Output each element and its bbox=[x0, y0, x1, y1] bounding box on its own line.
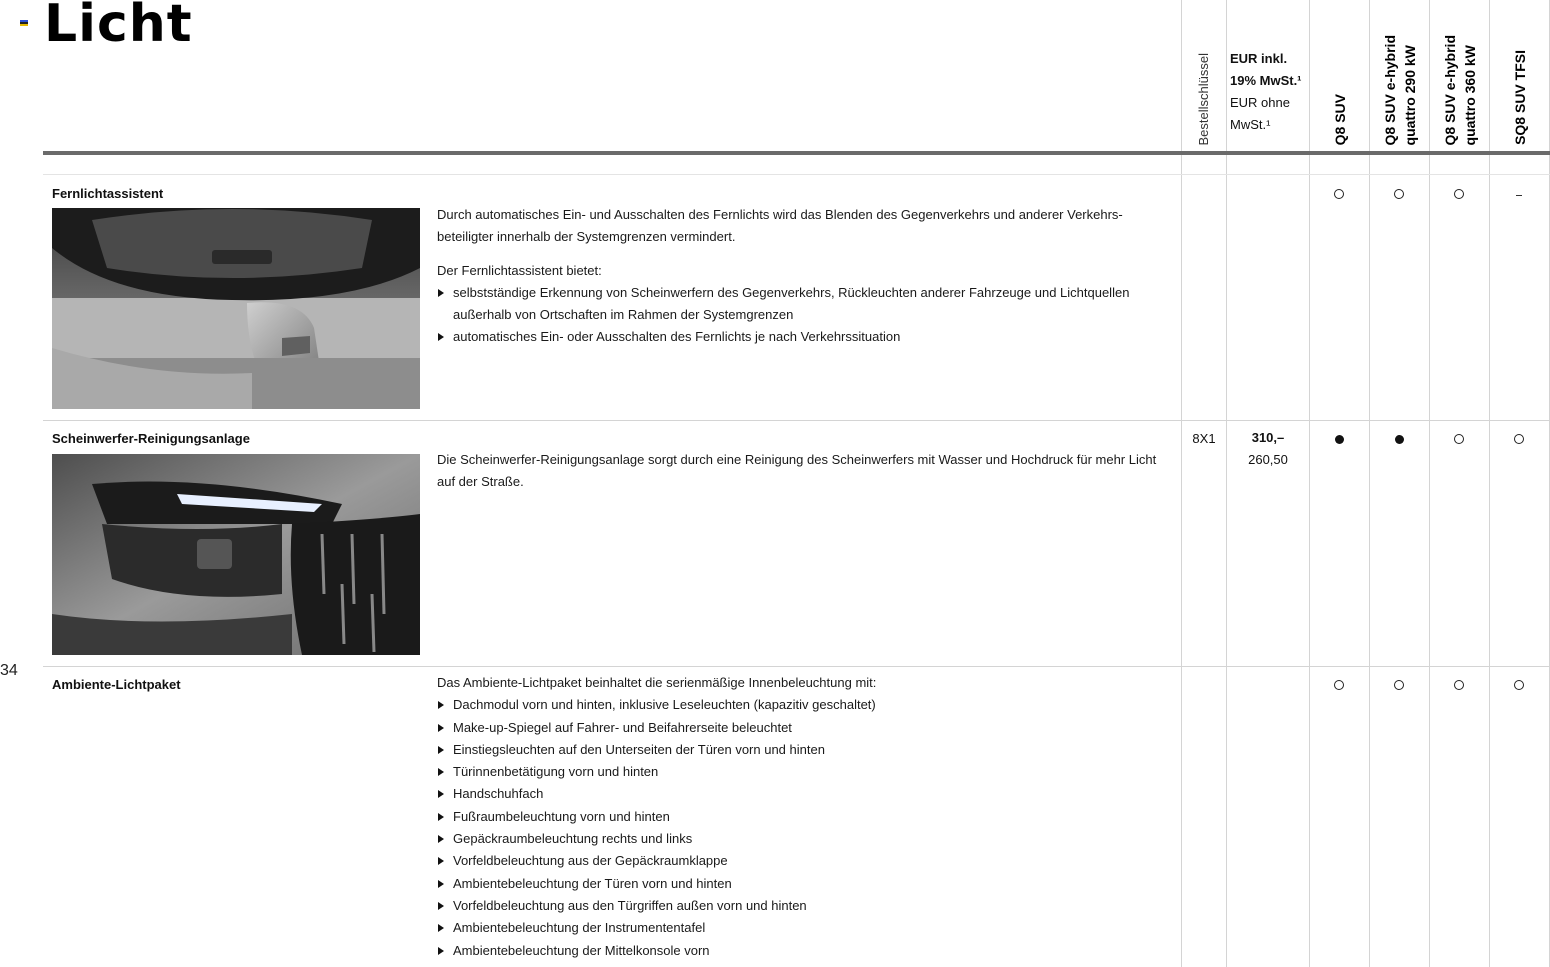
headlight-photo bbox=[52, 454, 420, 655]
column-divider bbox=[1429, 0, 1430, 967]
price-gross-label: EUR inkl. bbox=[1230, 51, 1288, 66]
column-header-model: Q8 SUV e-hybrid quattro 290 kW bbox=[1382, 34, 1418, 145]
row-separator bbox=[43, 420, 1550, 421]
list-item: Fußraumbeleuchtung vorn und hinten bbox=[437, 806, 1167, 828]
item-title: Ambiente-Lichtpaket bbox=[52, 677, 181, 692]
price-net-label: EUR ohne bbox=[1230, 95, 1290, 110]
availability-open-icon bbox=[1429, 678, 1489, 692]
availability-open-icon bbox=[1369, 187, 1429, 201]
list-item: automatisches Ein- oder Ausschalten des Fernlichts je nach Verkehrssituation bbox=[437, 326, 1167, 348]
availability-filled-icon bbox=[1309, 432, 1369, 446]
availability-open-icon bbox=[1309, 678, 1369, 692]
list-item: Handschuhfach bbox=[437, 783, 1167, 805]
item-title: Scheinwerfer-Reinigungsanlage bbox=[52, 431, 250, 446]
availability-open-icon bbox=[1309, 187, 1369, 201]
page-number: 34 bbox=[0, 662, 18, 679]
page-title: Licht bbox=[44, 0, 193, 54]
column-header-order-code: Bestellschlüssel bbox=[1196, 52, 1211, 145]
order-code: 8X1 bbox=[1192, 431, 1216, 446]
list-item: Ambientebeleuchtung der Mittelkonsole vorn bbox=[437, 940, 1167, 962]
item-description bbox=[437, 449, 1167, 505]
list-item: Ambientebeleuchtung der Instrumententafel bbox=[437, 917, 1167, 939]
list-item: Vorfeldbeleuchtung aus den Türgriffen außen vorn und hinten bbox=[437, 895, 1167, 917]
list-item: Türinnenbetätigung vorn und hinten bbox=[437, 761, 1167, 783]
list-item: Vorfeldbeleuchtung aus der Gepäckraumklappe bbox=[437, 850, 1167, 872]
header-rule bbox=[43, 151, 1550, 155]
availability-open-icon bbox=[1429, 432, 1489, 446]
feature-list bbox=[437, 282, 1167, 349]
price-gross: 310,– bbox=[1251, 430, 1285, 445]
feature-list bbox=[437, 694, 1167, 962]
availability-open-icon bbox=[1369, 678, 1429, 692]
column-header-model: Q8 SUV bbox=[1332, 93, 1348, 145]
rearview-mirror-camera-photo bbox=[52, 208, 420, 409]
column-divider bbox=[1226, 0, 1227, 967]
list-item: Einstiegsleuchten auf den Unterseiten der Türen vorn und hinten bbox=[437, 739, 1167, 761]
price-cell bbox=[1227, 427, 1309, 471]
price-net: 260,50 bbox=[1248, 452, 1288, 467]
availability-open-icon bbox=[1429, 187, 1489, 201]
availability-filled-icon bbox=[1369, 432, 1429, 446]
flag-icon bbox=[20, 20, 28, 26]
item-paragraph: Das Ambiente-Lichtpaket beinhaltet die serienmäßige Innenbeleuchtung mit: bbox=[437, 675, 877, 690]
column-header-model: Q8 SUV e-hybrid quattro 360 kW bbox=[1442, 34, 1478, 145]
column-divider bbox=[1369, 0, 1370, 967]
column-divider bbox=[1181, 0, 1182, 967]
row-separator bbox=[43, 666, 1550, 667]
list-item: selbstständige Erkennung von Scheinwerfern des Gegenverkehrs, Rückleuchten anderer Fahrzeuge und Lichtquellen außerhalb von Ortschaften im Rahmen der Systemgrenzen bbox=[437, 282, 1167, 327]
header-rule-thin bbox=[43, 174, 1550, 175]
item-paragraph: Die Scheinwerfer-Reinigungsanlage sorgt durch eine Reinigung des Scheinwerfers mit Wasser und Hochdruck für mehr Licht auf der Straße. bbox=[437, 452, 1157, 490]
list-item: Make-up-Spiegel auf Fahrer- und Beifahrerseite beleuchtet bbox=[437, 717, 1167, 739]
column-header-model: SQ8 SUV TFSI bbox=[1512, 50, 1528, 145]
price-gross-label: 19% MwSt.¹ bbox=[1230, 73, 1302, 88]
item-description bbox=[437, 672, 1167, 962]
availability-open-icon bbox=[1489, 678, 1549, 692]
column-divider bbox=[1489, 0, 1490, 967]
item-description bbox=[437, 204, 1167, 349]
availability-open-icon bbox=[1489, 432, 1549, 446]
list-item: Dachmodul vorn und hinten, inklusive Leseleuchten (kapazitiv geschaltet) bbox=[437, 694, 1167, 716]
list-item: Ambientebeleuchtung der Türen vorn und hinten bbox=[437, 873, 1167, 895]
column-divider bbox=[1309, 0, 1310, 967]
item-paragraph: Der Fernlichtassistent bietet: bbox=[437, 262, 602, 278]
column-header-price bbox=[1230, 48, 1308, 136]
list-item: Gepäckraumbeleuchtung rechts und links bbox=[437, 828, 1167, 850]
availability-dash-icon bbox=[1489, 187, 1549, 201]
price-net-label: MwSt.¹ bbox=[1230, 117, 1271, 132]
item-title: Fernlichtassistent bbox=[52, 186, 164, 201]
item-paragraph: Durch automatisches Ein- und Ausschalten des Fernlichts wird das Blenden des Gegenverkehrs und anderer Verkehrs-beteiligter innerhalb der Systemgrenzen vermindert. bbox=[437, 207, 1123, 245]
